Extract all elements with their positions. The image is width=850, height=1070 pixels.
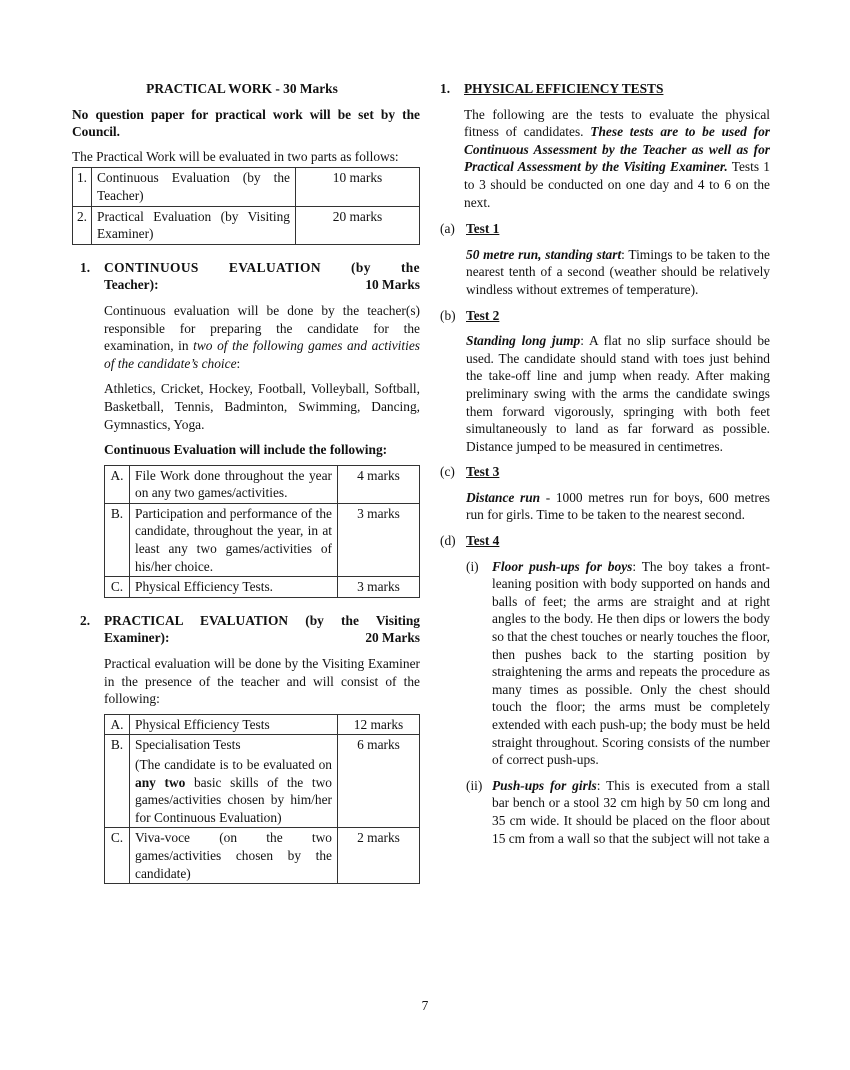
tests-intro: The following are the tests to evaluate the physical fitness of candidates. These tests are to be used for Continuous Assessment by the Teacher as well as for Practical Assessment by the Visiting Examiner. Tests 1 to 3 should be conducted on one day and 4 to 6 on the next. <box>464 106 771 210</box>
row-marks: 2 marks <box>338 828 420 884</box>
row-marks: 4 marks <box>338 465 420 503</box>
section-continuous-evaluation <box>80 259 420 598</box>
games-list: Athletics, Cricket, Hockey, Football, Volleyball, Softball, Basketball, Tennis, Badminton, Swimming, Dancing, Gymnastics, Yoga. <box>104 381 420 432</box>
section-heading-cont: Teacher): <box>104 277 159 293</box>
section-number: 1. <box>80 259 91 275</box>
table-row <box>73 206 420 244</box>
table-row <box>105 503 420 576</box>
row-marks: 12 marks <box>338 714 420 735</box>
test-description: 50 metre run, standing start: Timings to be taken to the nearest tenth of a second (weather should be relatively windless without extremes of temperature). <box>466 246 770 297</box>
row-marks: 3 marks <box>338 503 420 576</box>
part-description: Floor push-ups for boys: The boy takes a front-leaning position with body supported on hands and balls of feet; the arms are straight and at right angles to the body. He then dips or lowers the body so that the chest touches or nearly touches the floor, then pushes back to the starting position by straightening the arms and repeats the procedure as many times as possible. Only the chest should touch the floor; the arms must be completely extended with each push-up; the body must be held straight throughout. Scoring consists of the number of correct push-ups. <box>492 558 770 768</box>
practical-evaluation-table <box>104 714 420 884</box>
row-desc: Physical Efficiency Tests <box>130 714 338 735</box>
row-desc: File Work done throughout the year on any two games/activities. <box>130 465 338 503</box>
row-desc <box>130 735 338 828</box>
row-num: B. <box>105 735 130 828</box>
section-practical-evaluation <box>80 612 420 884</box>
table-row <box>105 735 420 828</box>
test-title: Test 3 <box>466 464 500 480</box>
part-label: (i) <box>466 558 479 574</box>
section-number: 2. <box>80 612 91 628</box>
test-label: (c) <box>440 464 455 480</box>
test-title: Test 2 <box>466 307 500 323</box>
test-title: Test 1 <box>466 221 500 237</box>
test-1 <box>440 220 770 298</box>
row-marks: 6 marks <box>338 735 420 828</box>
continuous-evaluation-table <box>104 465 420 598</box>
test-4-part-ii <box>466 777 770 847</box>
test-label: (b) <box>440 307 456 323</box>
row-num: 2. <box>73 206 92 244</box>
practical-work-title: PRACTICAL WORK - 30 Marks <box>146 81 338 96</box>
section-heading: PHYSICAL EFFICIENCY TESTS <box>464 81 664 96</box>
row-desc: Continuous Evaluation (by the Teacher) <box>92 168 296 206</box>
row-num: A. <box>105 714 130 735</box>
right-column <box>440 80 770 847</box>
test-4-part-i <box>466 558 770 769</box>
parts-table <box>72 167 420 244</box>
row-desc: Participation and performance of the candidate, throughout the year, in at least any two games/activities of his/her choice. <box>130 503 338 576</box>
table-row <box>105 465 420 503</box>
row-marks: 3 marks <box>338 577 420 598</box>
section-marks: 20 Marks <box>365 630 420 646</box>
row-desc-note: (The candidate is to be evaluated on any two basic skills of the two games/activities chosen by him/her for Continuous Evaluation) <box>135 757 332 825</box>
page-number: 7 <box>421 998 429 1013</box>
row-desc: Viva-voce (on the two games/activities chosen by the candidate) <box>130 828 338 884</box>
section-heading-cont: Examiner): <box>104 630 170 646</box>
row-desc-title: Specialisation Tests <box>135 737 241 753</box>
row-desc: Practical Evaluation (by Visiting Examiner) <box>92 206 296 244</box>
part-description: Push-ups for girls: This is executed from a stall bar bench or a stool 32 cm high by 50 cm long and 35 cm wide. It should be placed on the floor about 15 cm from a wall so that the subject will not take a <box>492 777 771 846</box>
row-num: C. <box>105 828 130 884</box>
section-marks: 10 Marks <box>365 277 420 293</box>
test-2 <box>440 307 770 456</box>
include-note: Continuous Evaluation will include the following: <box>104 442 388 458</box>
test-description: Distance run - 1000 metres run for boys, 600 metres run for girls. Time to be taken to the nearest second. <box>466 489 770 523</box>
row-marks: 20 marks <box>296 206 420 244</box>
test-label: (d) <box>440 533 456 549</box>
table-row <box>105 714 420 735</box>
left-column <box>72 80 420 884</box>
physical-efficiency-body <box>440 106 771 848</box>
section-paragraph: Practical evaluation will be done by the Visiting Examiner in the presence of the teacher and will consist of the following: <box>104 656 420 707</box>
row-desc: Physical Efficiency Tests. <box>130 577 338 598</box>
no-paper-note: No question paper for practical work will be set by the Council. <box>72 106 420 140</box>
row-num: A. <box>105 465 130 503</box>
section-paragraph: Continuous evaluation will be done by the teacher(s) responsible for preparing the candidate for the examination, in two of the following games and activities of the candidate’s choice: <box>104 302 420 371</box>
test-3 <box>440 463 770 524</box>
part-label: (ii) <box>466 777 483 793</box>
intro-text: The Practical Work will be evaluated in two parts as follows: <box>72 148 399 164</box>
test-4 <box>440 532 770 847</box>
row-num: C. <box>105 577 130 598</box>
row-num: B. <box>105 503 130 576</box>
section-number: 1. <box>440 81 451 96</box>
physical-efficiency-heading <box>440 80 770 98</box>
row-num: 1. <box>73 168 92 206</box>
section-heading: PRACTICAL EVALUATION (by the Visiting <box>104 612 420 628</box>
table-row <box>73 168 420 206</box>
table-row <box>105 828 420 884</box>
table-row <box>105 577 420 598</box>
test-title: Test 4 <box>466 533 500 549</box>
section-heading: CONTINUOUS EVALUATION (by the <box>104 259 420 275</box>
test-description: Standing long jump: A flat no slip surface should be used. The candidate should stand with toes just behind the take-off line and jump when ready. After making preliminary swing with the arms the candidate swings them forward vigorously, springing with both feet simultaneously to land as far forward as possible. Distance jumped to be measured in centimetres. <box>466 333 770 454</box>
row-marks: 10 marks <box>296 168 420 206</box>
test-label: (a) <box>440 221 455 237</box>
